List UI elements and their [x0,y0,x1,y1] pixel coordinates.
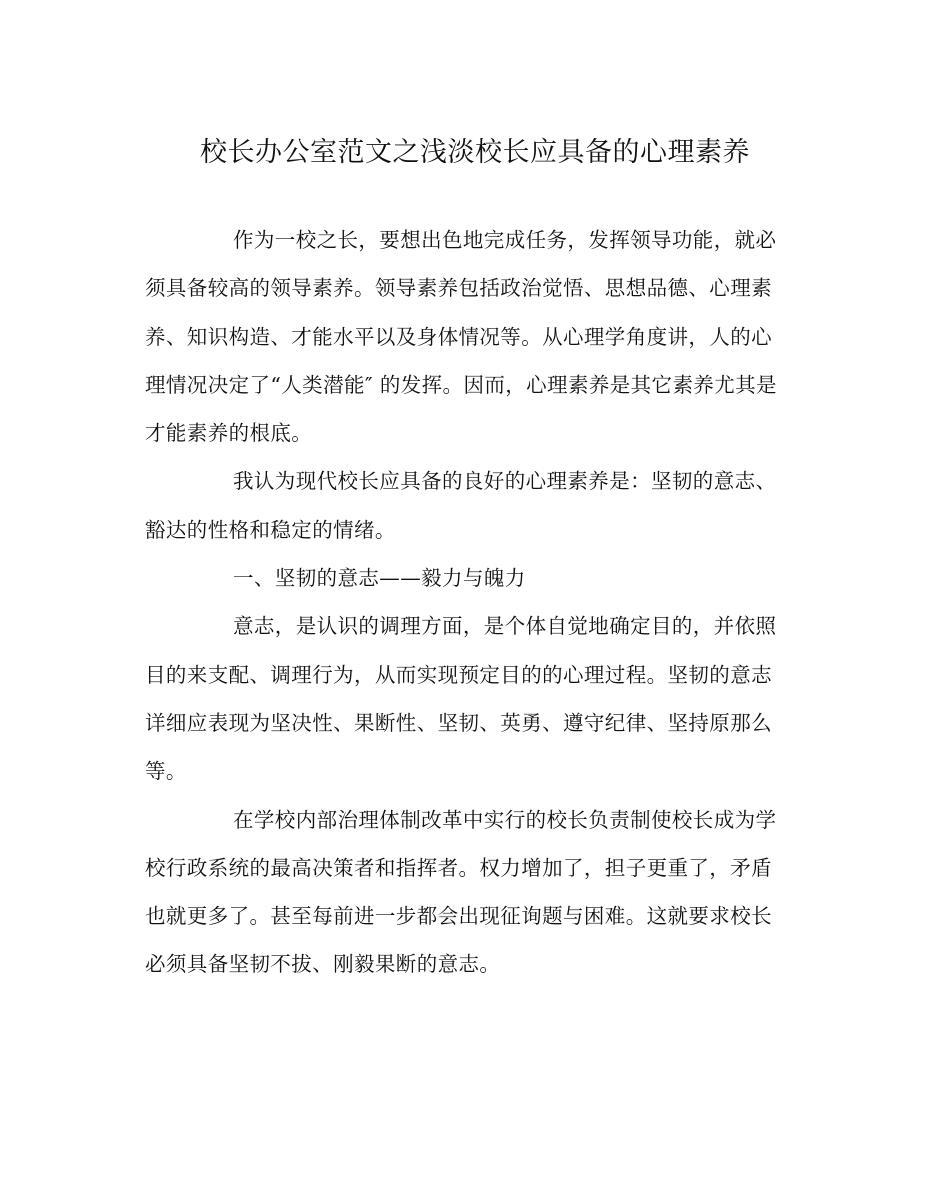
paragraph-thesis [145,457,805,554]
text-line: 我认为现代校长应具备的良好的心理素养是：坚韧的意志、 [233,469,777,494]
text-line: 详细应表现为坚决性、果断性、坚韧、英勇、遵守纪律、坚持原那么 [145,710,772,735]
document-title: 校长办公室范文之浅淡校长应具备的心理素养 [200,137,750,168]
document-body [145,216,805,989]
text-line: 校行政系统的最高决策者和指挥者。权力增加了，担子更重了，矛盾 [145,855,772,880]
text-line: 一、坚韧的意志——毅力与魄力 [233,566,526,591]
text-line: 理情况决定了“人类潜能″ 的发挥。因而，心理素养是其它素养尤其是 [145,372,777,397]
text-line: 须具备较高的领导素养。领导素养包括政治觉悟、思想品德、心理素 [145,276,772,301]
text-line: 在学校内部治理体制改革中实行的校长负责制使校长成为学 [233,807,777,832]
text-line: 豁达的性格和稳定的情绪。 [145,517,396,542]
text-line: 必须具备坚韧不拔、刚毅果断的意志。 [145,952,501,977]
text-line: 才能素养的根底。 [145,421,313,446]
paragraph-will-definition [145,602,805,795]
text-line: 目的来支配、调理行为，从而实现预定目的的心理过程。坚韧的意志 [145,662,772,687]
paragraph-intro [145,216,805,457]
text-line: 等。 [145,759,187,784]
text-line: 作为一校之长，要想出色地完成任务，发挥领导功能，就必 [233,228,777,252]
section-heading [145,554,805,602]
text-line: 意志，是认识的调理方面，是个体自觉地确定目的，并依照 [233,614,777,639]
text-line: 养、知识构造、才能水平以及身体情况等。从心理学角度讲，人的心 [145,324,772,349]
text-line: 也就更多了。甚至每前进一步都会出现征询题与困难。这就要求校长 [145,904,772,929]
paragraph-responsibility [145,796,805,989]
